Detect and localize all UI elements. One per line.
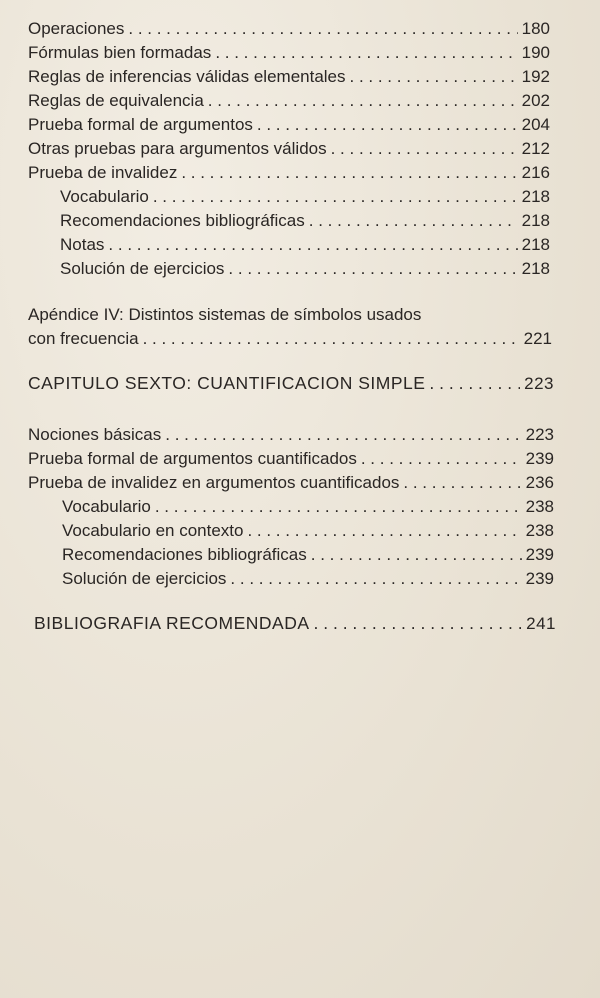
toc-entry-title: Reglas de equivalencia bbox=[28, 91, 204, 110]
toc-subentry-vocabulario-contexto bbox=[62, 520, 554, 542]
toc-entry-page: 202 bbox=[521, 91, 550, 110]
toc-entry-page: 241 bbox=[526, 614, 556, 633]
toc-entry-page: 239 bbox=[525, 449, 554, 468]
leader-dots bbox=[230, 568, 521, 590]
leader-dots bbox=[128, 18, 517, 40]
toc-entry-bibliografia bbox=[34, 612, 556, 635]
leader-dots bbox=[215, 42, 517, 64]
toc-entry-page: 192 bbox=[521, 67, 550, 86]
leader-dots bbox=[309, 210, 518, 232]
toc-entry-title: Prueba formal de argumentos cuantificados bbox=[28, 449, 357, 468]
toc-entry-title: Vocabulario en contexto bbox=[62, 521, 244, 540]
toc-entry-title: Prueba de invalidez en argumentos cuantificados bbox=[28, 473, 400, 492]
toc-subentry-recomendaciones bbox=[60, 210, 550, 232]
toc-entry-title: Recomendaciones bibliográficas bbox=[62, 545, 307, 564]
toc-entry-operaciones bbox=[28, 18, 550, 40]
toc-subentry-vocabulario bbox=[60, 186, 550, 208]
toc-entry-page: 180 bbox=[521, 19, 550, 38]
toc-entry-title: Recomendaciones bibliográficas bbox=[60, 211, 305, 230]
toc-entry-invalidez-cuantificados bbox=[28, 472, 554, 494]
toc-entry-page: 218 bbox=[521, 235, 550, 254]
toc-entry-title: Solución de ejercicios bbox=[60, 259, 225, 278]
toc-subentry-solucion-2 bbox=[62, 568, 554, 590]
toc-entry-title: Reglas de inferencias válidas elementales bbox=[28, 67, 346, 86]
toc-entry-title: Nociones básicas bbox=[28, 425, 162, 444]
toc-entry-reglas-equivalencia bbox=[28, 90, 550, 112]
toc-entry-page: 218 bbox=[521, 187, 550, 206]
toc-entry-title: Prueba formal de argumentos bbox=[28, 115, 253, 134]
leader-dots bbox=[108, 234, 517, 256]
toc-entry-page: 216 bbox=[521, 163, 550, 182]
leader-dots bbox=[143, 328, 520, 350]
toc-entry-reglas-inferencias bbox=[28, 66, 550, 88]
toc-entry-title: Otras pruebas para argumentos válidos bbox=[28, 139, 327, 158]
toc-entry-nociones bbox=[28, 424, 554, 446]
toc-entry-page: 223 bbox=[525, 425, 554, 444]
toc-entry-title: Prueba de invalidez bbox=[28, 163, 178, 182]
leader-dots bbox=[228, 258, 517, 280]
toc-subentry-solucion bbox=[60, 258, 550, 280]
chapter-page: 223 bbox=[524, 374, 554, 393]
appendix-title-line1: Apéndice IV: Distintos sistemas de símbolos usados bbox=[28, 305, 422, 324]
toc-entry-page: 236 bbox=[525, 473, 554, 492]
leader-dots bbox=[361, 448, 522, 470]
chapter-title: CAPITULO SEXTO: CUANTIFICACION SIMPLE bbox=[28, 373, 426, 393]
toc-entry-otras-pruebas bbox=[28, 138, 550, 160]
toc-entry-title: Solución de ejercicios bbox=[62, 569, 227, 588]
chapter-heading bbox=[28, 372, 554, 395]
toc-entry-formulas bbox=[28, 42, 550, 64]
toc-entry-page: 212 bbox=[521, 139, 550, 158]
toc-entry-title: Operaciones bbox=[28, 19, 125, 38]
toc-entry-page: 204 bbox=[521, 115, 550, 134]
toc-entry-page: 221 bbox=[523, 329, 552, 348]
toc-entry-title: Vocabulario bbox=[60, 187, 149, 206]
leader-dots bbox=[257, 114, 518, 136]
toc-entry-page: 190 bbox=[521, 43, 550, 62]
leader-dots bbox=[153, 186, 518, 208]
toc-entry-title: BIBLIOGRAFIA RECOMENDADA bbox=[34, 613, 310, 633]
leader-dots bbox=[247, 520, 521, 542]
leader-dots bbox=[314, 612, 523, 634]
leader-dots bbox=[403, 472, 521, 494]
toc-entry-title: Fórmulas bien formadas bbox=[28, 43, 212, 62]
toc-entry-title: Vocabulario bbox=[62, 497, 151, 516]
leader-dots bbox=[331, 138, 518, 160]
toc-entry-prueba-invalidez bbox=[28, 162, 550, 184]
toc-entry-prueba-formal bbox=[28, 114, 550, 136]
toc-entry-page: 239 bbox=[525, 569, 554, 588]
toc-entry-title: con frecuencia bbox=[28, 329, 139, 348]
toc-entry-page: 238 bbox=[525, 497, 554, 516]
toc-entry-page: 218 bbox=[521, 259, 550, 278]
toc-entry-appendix bbox=[28, 328, 552, 350]
leader-dots bbox=[350, 66, 518, 88]
toc-subentry-vocabulario-2 bbox=[62, 496, 554, 518]
toc-entry-page: 238 bbox=[525, 521, 554, 540]
toc-entry-page: 218 bbox=[521, 211, 550, 230]
toc-entry-prueba-cuantificados bbox=[28, 448, 554, 470]
leader-dots bbox=[311, 544, 522, 566]
leader-dots bbox=[429, 372, 520, 394]
leader-dots bbox=[181, 162, 517, 184]
leader-dots bbox=[165, 424, 521, 446]
toc-subentry-notas bbox=[60, 234, 550, 256]
toc-entry-page: 239 bbox=[525, 545, 554, 564]
leader-dots bbox=[208, 90, 518, 112]
toc-entry-title: Notas bbox=[60, 235, 105, 254]
leader-dots bbox=[155, 496, 522, 518]
toc-subentry-recomendaciones-2 bbox=[62, 544, 554, 566]
